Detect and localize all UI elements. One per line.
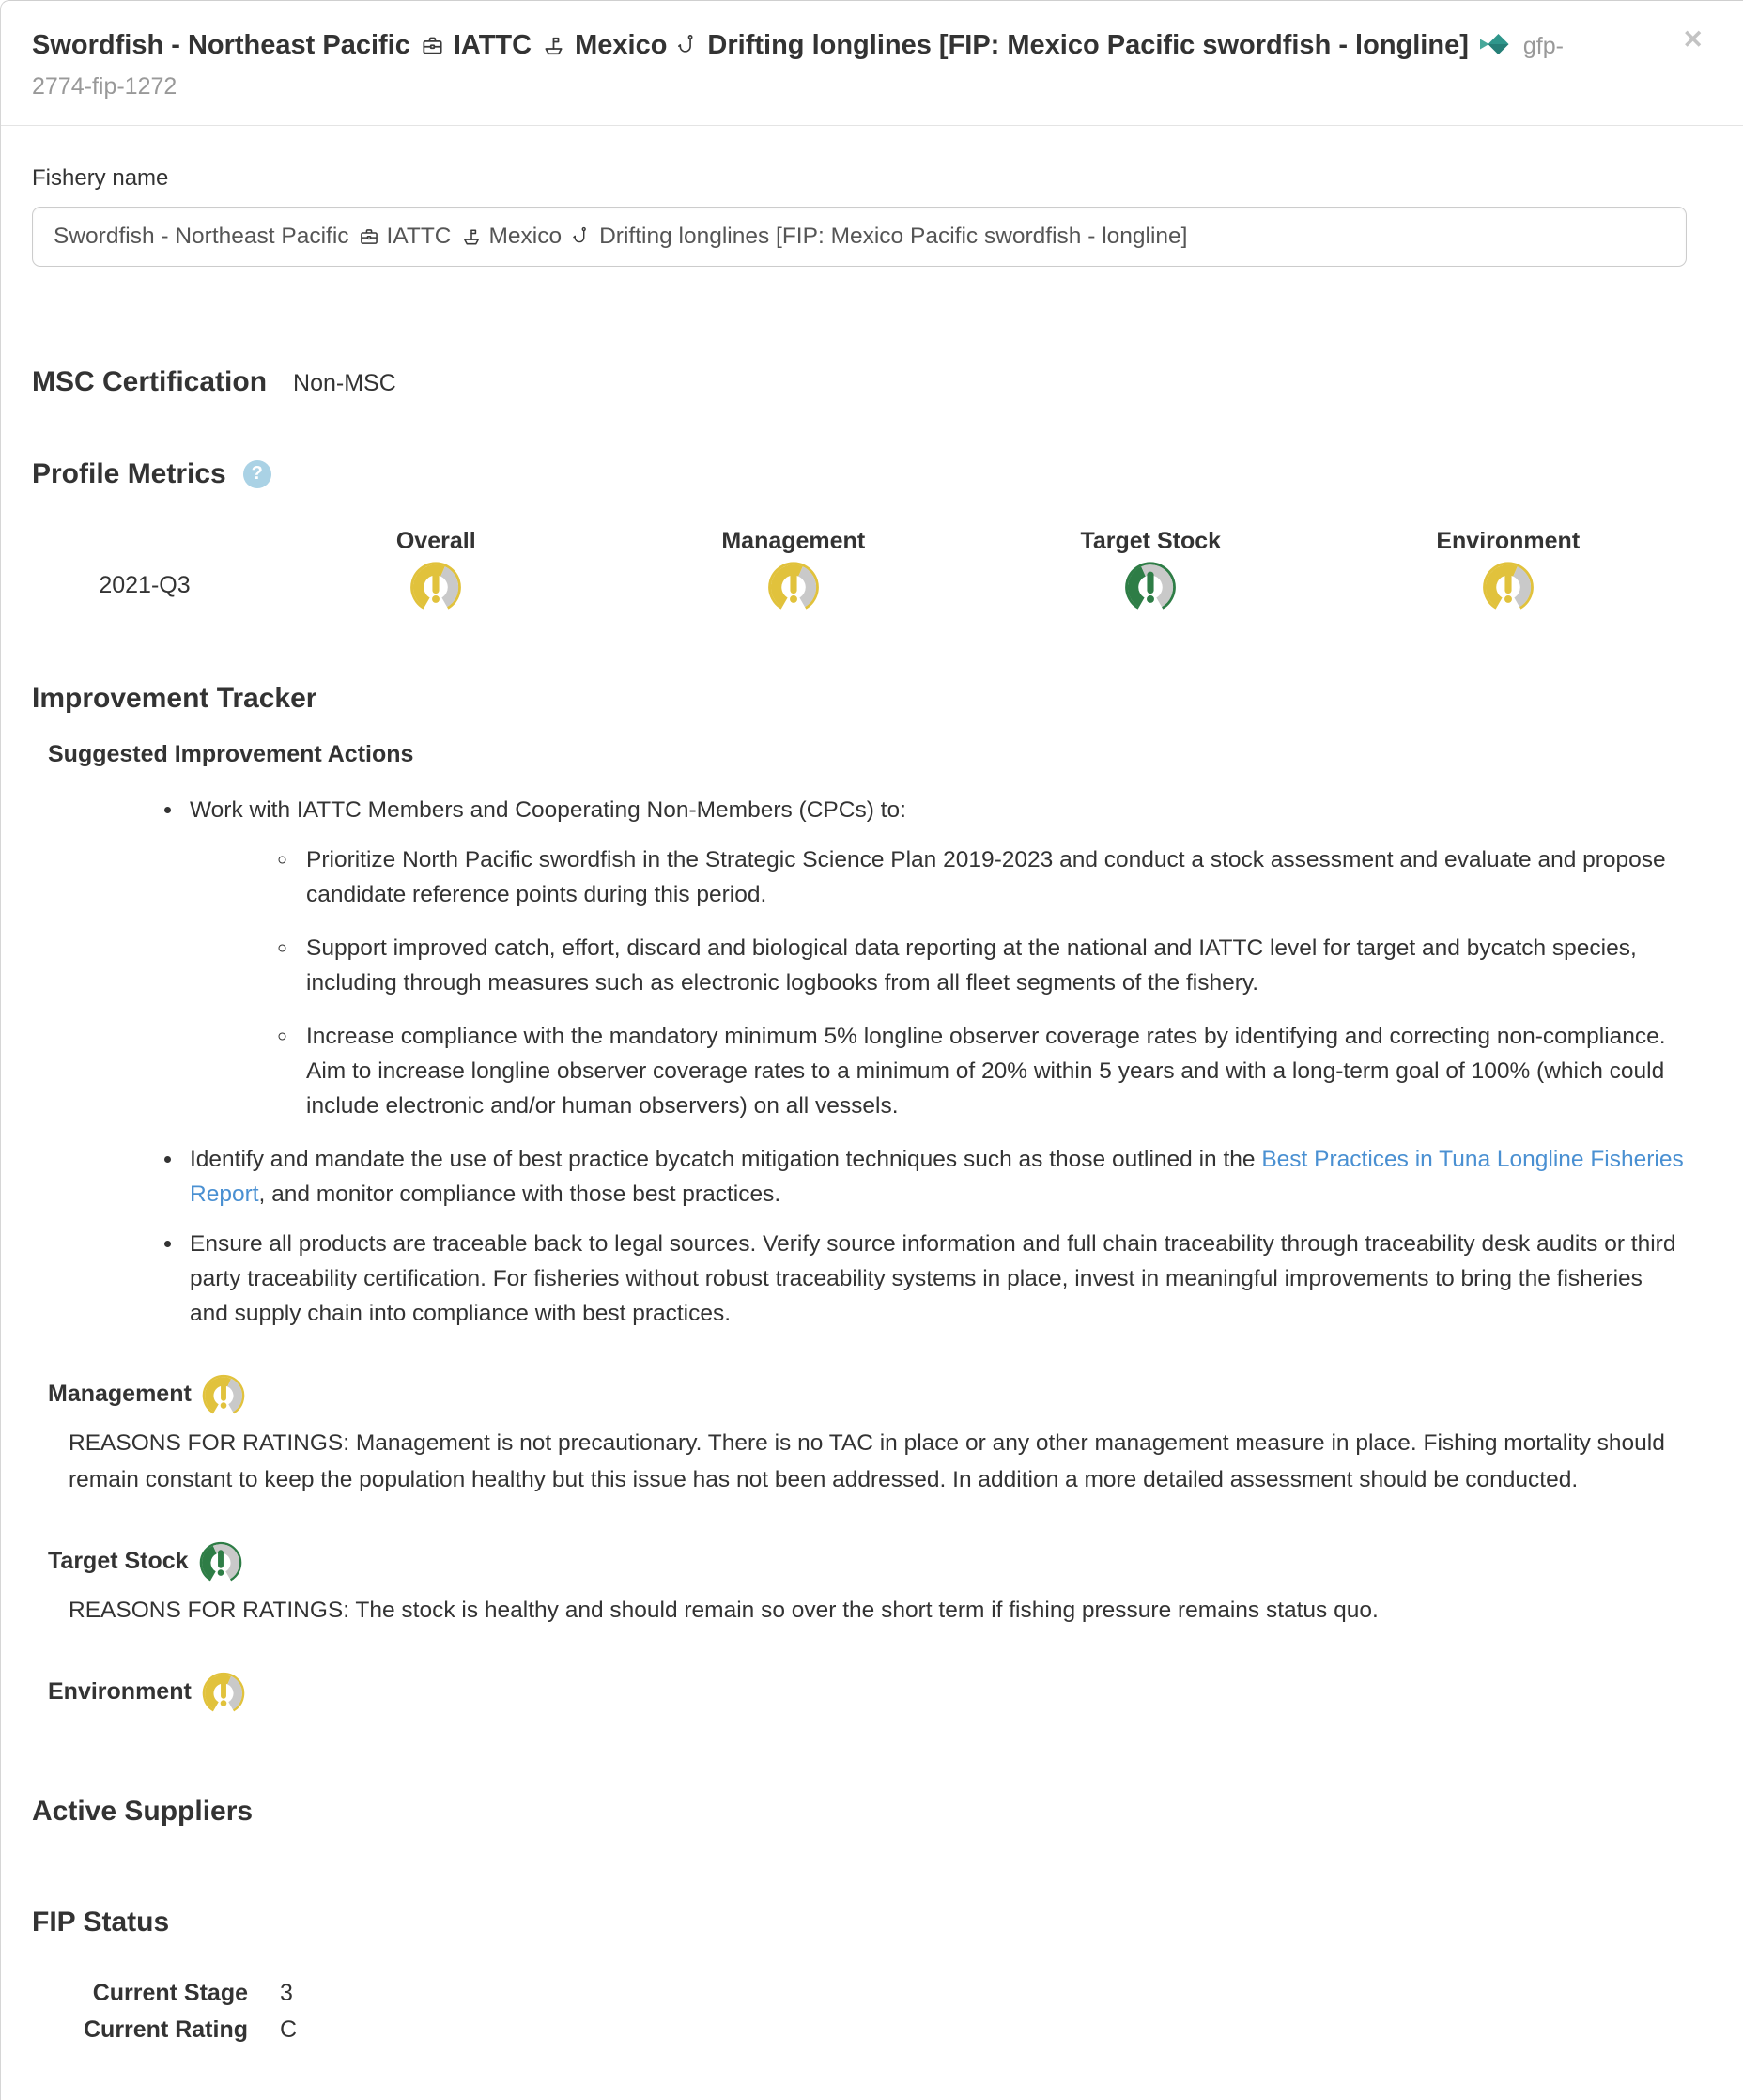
- rating-block-management: [32, 1372, 1687, 1498]
- ratings-detail: [32, 1372, 1687, 1715]
- metrics-gauge-cell: [972, 559, 1330, 613]
- fish-logo-icon: [1479, 25, 1510, 66]
- action-text: Identify and mandate the use of best practice bycatch mitigation techniques such as those outlined in the: [190, 1146, 1262, 1172]
- fip-status-row-value: 3: [280, 1979, 293, 2006]
- page-title: [32, 25, 1602, 106]
- yellow-rating-gauge-icon: [201, 1372, 246, 1417]
- ship-icon: [461, 226, 482, 247]
- help-question-icon[interactable]: ?: [243, 460, 271, 488]
- yellow-rating-gauge-icon: [1481, 559, 1535, 613]
- fip-status-row-label: Current Stage: [92, 1979, 248, 2006]
- profile-metrics-table: [32, 528, 1687, 613]
- metrics-column-header: Target Stock: [1080, 527, 1222, 554]
- rating-label: Target Stock: [48, 1548, 189, 1575]
- briefcase-icon: [421, 25, 444, 66]
- rating-label: Environment: [48, 1678, 192, 1706]
- metrics-column-header: Overall: [395, 527, 476, 554]
- improvement-tracker-heading: Improvement Tracker: [32, 682, 317, 714]
- green-rating-gauge-icon: [1123, 559, 1178, 613]
- briefcase-icon: [359, 226, 379, 247]
- text-segment: IATTC: [386, 223, 452, 249]
- rating-reason-text: REASONS FOR RATINGS: Management is not precautionary. There is no TAC in place or any other management measure in place. Fishing mortality should remain constant to keep the population healthy but this issue has not been addressed. In addition a more detailed assessment should be conducted.: [69, 1429, 1665, 1492]
- text-segment: Drifting longlines [FIP: Mexico Pacific swordfish - longline]: [599, 223, 1188, 249]
- improvement-sub-action-item: ◦ Support improved catch, effort, discard and biological data reporting at the national and IATTC level for target and bycatch species, including through measures such as electronic logbooks from all fleet segments of the fishery.: [299, 931, 1687, 1000]
- metrics-gauge-cell: [257, 559, 615, 613]
- modal-header: [1, 1, 1743, 126]
- improvement-action-item: • Ensure all products are traceable back to legal sources. Verify source information and full chain traceability through traceability desk audits or third party traceability certification. For fisheries without robust traceability systems in place, invest in meaningful improvements to bring the fisheries and supply chain into compliance with best practices.: [184, 1227, 1687, 1331]
- text-segment: gfp-2774-fip-1272: [32, 33, 1564, 100]
- suggested-actions-heading: Suggested Improvement Actions: [48, 740, 414, 767]
- fip-status-row-value: C: [280, 2015, 298, 2043]
- rating-gauge: [201, 1670, 246, 1715]
- improvement-action-item: • Work with IATTC Members and Cooperating Non-Members (CPCs) to: ◦ Prioritize North Pacific swordfish in the Strategic Science Plan 2019-2023 and conduct a stock assessment and evaluate and propose candidate reference points during this period. ◦ Support improved catch, effort, discard and biological data reporting at the national and IATTC level for target and bycatch species, including through measures such as electronic logbooks from all fleet segments of the fishery. ◦ Increase compliance with the mandatory minimum 5% longline observer coverage rates by identifying and correcting non-compliance. Aim to increase longline observer coverage rates to a minimum of 20% within 5 years and with a long-term goal of 100% (which could include electronic and/or human observers) on all vessels.: [184, 793, 1687, 1123]
- active-suppliers-section: [32, 1796, 1687, 1828]
- rating-block-target-stock: [32, 1539, 1687, 1629]
- text-segment: Swordfish - Northeast Pacific: [54, 223, 349, 249]
- fip-status-row-label: Current Rating: [84, 2015, 248, 2043]
- msc-certification-section: [32, 366, 1687, 398]
- text-segment: IATTC: [453, 30, 532, 60]
- improvement-sub-action-item: ◦ Increase compliance with the mandatory minimum 5% longline observer coverage rates by identifying and correcting non-compliance. Aim to increase longline observer coverage rates to a minimum of 20% within 5 years and with a long-term goal of 100% (which could include electronic and/or human observers) on all vessels.: [299, 1019, 1687, 1123]
- active-suppliers-heading: Active Suppliers: [32, 1795, 254, 1827]
- msc-certification-heading: MSC Certification: [32, 365, 268, 397]
- rating-label: Management: [48, 1381, 192, 1408]
- text-segment: Swordfish - Northeast Pacific: [32, 30, 410, 60]
- close-icon[interactable]: ✕: [1678, 23, 1707, 56]
- hook-icon: [677, 25, 698, 66]
- fishery-name-label: Fishery name: [32, 164, 169, 191]
- improvement-action-item: [184, 1142, 1687, 1212]
- green-rating-gauge-icon: [198, 1539, 243, 1584]
- text-segment: Mexico: [575, 30, 668, 60]
- metrics-period-label: 2021-Q3: [99, 572, 191, 599]
- yellow-rating-gauge-icon: [201, 1670, 246, 1715]
- metrics-gauge-cell: [615, 559, 973, 613]
- rating-reason-text: REASONS FOR RATINGS: The stock is healthy and should remain so over the short term if fishing pressure remains status quo.: [69, 1597, 1379, 1623]
- hook-icon: [571, 226, 592, 247]
- improvement-sub-action-item: ◦ Prioritize North Pacific swordfish in the Strategic Science Plan 2019-2023 and conduct a stock assessment and evaluate and propose candidate reference points during this period.: [299, 842, 1687, 912]
- text-segment: Drifting longlines [FIP: Mexico Pacific swordfish - longline]: [707, 30, 1469, 60]
- metrics-column-header: Environment: [1436, 527, 1581, 554]
- action-text: , and monitor compliance with those best practices.: [258, 1181, 781, 1207]
- yellow-rating-gauge-icon: [766, 559, 821, 613]
- metrics-column-header: Management: [721, 527, 866, 554]
- profile-metrics-heading: Profile Metrics: [32, 457, 226, 489]
- msc-certification-value: Non-MSC: [293, 369, 396, 396]
- rating-gauge: [201, 1372, 246, 1417]
- ship-icon: [542, 25, 565, 66]
- fip-status-table: [32, 1980, 1687, 2044]
- fishery-name-input[interactable]: [32, 207, 1687, 267]
- yellow-rating-gauge-icon: [409, 559, 463, 613]
- fip-status-heading: FIP Status: [32, 1906, 170, 1938]
- rating-gauge: [198, 1539, 243, 1584]
- text-segment: Mexico: [488, 223, 563, 249]
- modal-body: [1, 126, 1743, 2100]
- rating-block-environment: [32, 1670, 1687, 1715]
- suggested-actions-list: [32, 793, 1687, 1331]
- best-practices-report-link[interactable]: Best Practices in Tuna Longline Fisheries Report: [190, 1146, 1684, 1207]
- fip-status-section: [32, 1907, 1687, 2044]
- metrics-gauge-cell: [1330, 559, 1688, 613]
- improvement-tracker-section: [32, 683, 1687, 1715]
- profile-metrics-section: [32, 458, 1687, 613]
